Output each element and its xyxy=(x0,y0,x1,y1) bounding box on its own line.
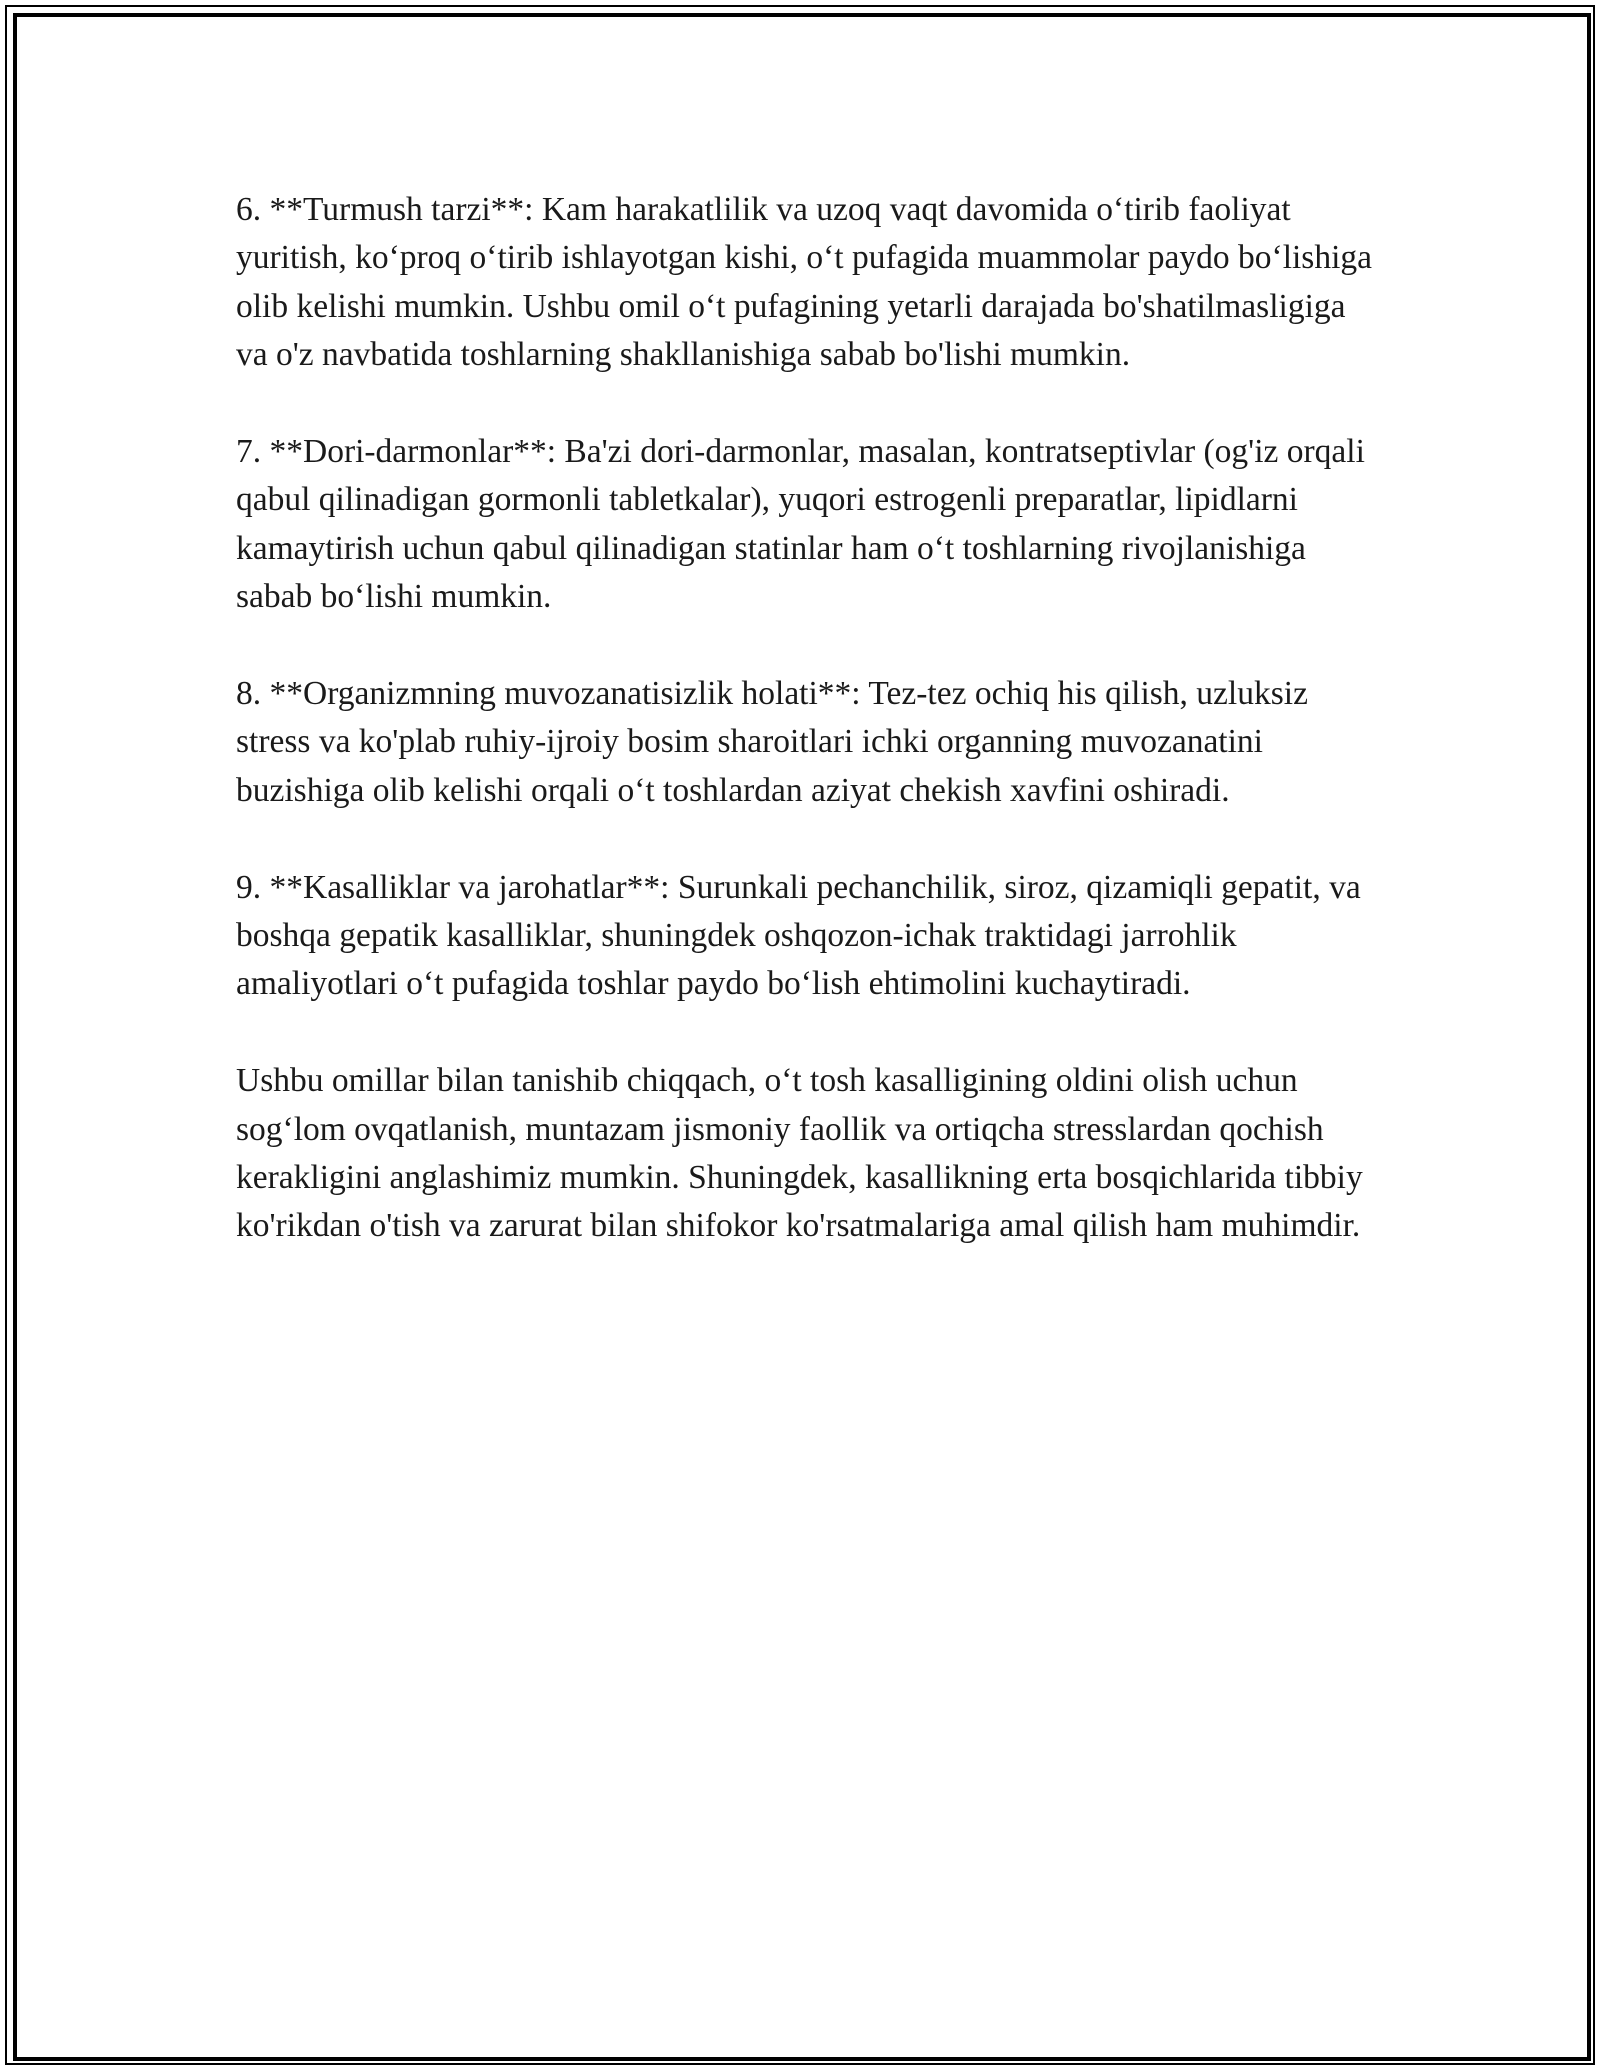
paragraph-diseases: 9. **Kasalliklar va jarohatlar**: Surunkali pechanchilik, siroz, qizamiqli gepatit, va boshqa gepatik kasalliklar, shuningdek oshqozon-ichak traktidagi jarrohlik amaliyotlari o‘t pufagida toshlar paydo bo‘lish ehtimolini kuchaytiradi. xyxy=(236,868,1361,1003)
document-body xyxy=(236,186,1376,1299)
paragraph-imbalance: 8. **Organizmning muvozanatisizlik holati**: Tez-tez ochiq his qilish, uzluksiz stress va ko'plab ruhiy-ijroiy bosim sharoitlari ichki organning muvozanatini buzishiga olib kelishi orqali o‘t toshlardan aziyat chekish xavfini oshiradi. xyxy=(236,675,1308,809)
paragraph-medications: 7. **Dori-darmonlar**: Ba'zi dori-darmonlar, masalan, kontratseptivlar (og'iz orqali qabul qilinadigan gormonli tabletkalar), yuqori estrogenli preparatlar, lipidlarni kamaytirish uchun qabul qilinadigan statinlar ham o‘t toshlarning rivojlanishiga sabab bo‘lishi mumkin. xyxy=(236,433,1365,616)
paragraph-lifestyle: 6. **Turmush tarzi**: Kam harakatlilik va uzoq vaqt davomida o‘tirib faoliyat yuritish, ko‘proq o‘tirib ishlayotgan kishi, o‘t pufagida muammolar paydo bo‘lishiga olib kelishi mumkin. Ushbu omil o‘t pufagining yetarli darajada bo'shatilmasligiga va o'z navbatida toshlarning shakllanishiga sabab bo'lishi mumkin. xyxy=(236,191,1373,374)
paragraph-conclusion: Ushbu omillar bilan tanishib chiqqach, o‘t tosh kasalligining oldini olish uchun sog‘lom ovqatlanish, muntazam jismoniy faollik va ortiqcha stresslardan qochish kerakligini anglashimiz mumkin. Shuningdek, kasallikning erta bosqichlarida tibbiy ko'rikdan o'tish va zarurat bilan shifokor ko'rsatmalariga amal qilish ham muhimdir. xyxy=(236,1062,1363,1245)
